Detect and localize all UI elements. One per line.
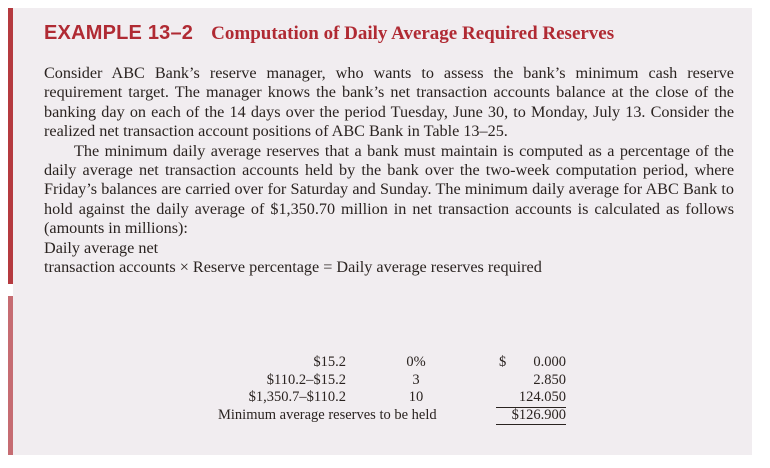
calc-range: $15.2 <box>313 354 346 370</box>
example-header <box>44 22 614 45</box>
calc-total-label: Minimum average reserves to be held <box>218 406 437 423</box>
calc-percent: 10 <box>408 389 424 406</box>
calc-range: $110.2–$15.2 <box>266 371 346 388</box>
calc-total-value: $126.900 <box>496 407 566 426</box>
example-label: EXAMPLE 13–2 <box>44 22 194 44</box>
calc-percent: 0% <box>406 354 426 370</box>
example-title: Computation of Daily Average Required Reserves <box>211 23 615 44</box>
paragraph-intro: Consider ABC Bank’s reserve manager, who wants to assess the bank’s minimum cash reserve requirement target. The manager knows the bank’s net transaction accounts balance at the close of the banking day on each of the 14 days over the period Tuesday, June 30, to Monday, July 13. Consider the realized net transaction account positions of ABC Bank in Table 13–25. <box>44 64 734 141</box>
paragraph-computation: The minimum daily average reserves that a bank must maintain is computed as a percentage of the daily average net transaction accounts held by the bank over the two-week computation period, where Friday’s balances are carried over for Saturday and Sunday. The minimum daily average for ABC Bank to hold against the daily average of $1,350.70 million in net transaction accounts is calculated as follows (amounts in millions): <box>44 141 734 238</box>
formula-line-2: transaction accounts × Reserve percentage = Daily average reserves required <box>44 258 542 277</box>
formula-line-1: Daily average net <box>44 238 159 257</box>
calc-range: $1,350.7–$110.2 <box>248 389 346 406</box>
example-box <box>8 8 752 455</box>
accent-bar <box>8 8 13 284</box>
accent-bar-lower <box>8 296 13 455</box>
calc-amount: 124.050 <box>496 389 566 408</box>
calc-amount: 0.000 <box>533 354 566 370</box>
accent-bar-gap <box>8 284 13 296</box>
calc-dollar-sign: $ <box>499 354 507 370</box>
example-body <box>44 64 734 277</box>
calc-percent: 3 <box>412 371 420 388</box>
calc-amount: 2.850 <box>533 371 566 388</box>
